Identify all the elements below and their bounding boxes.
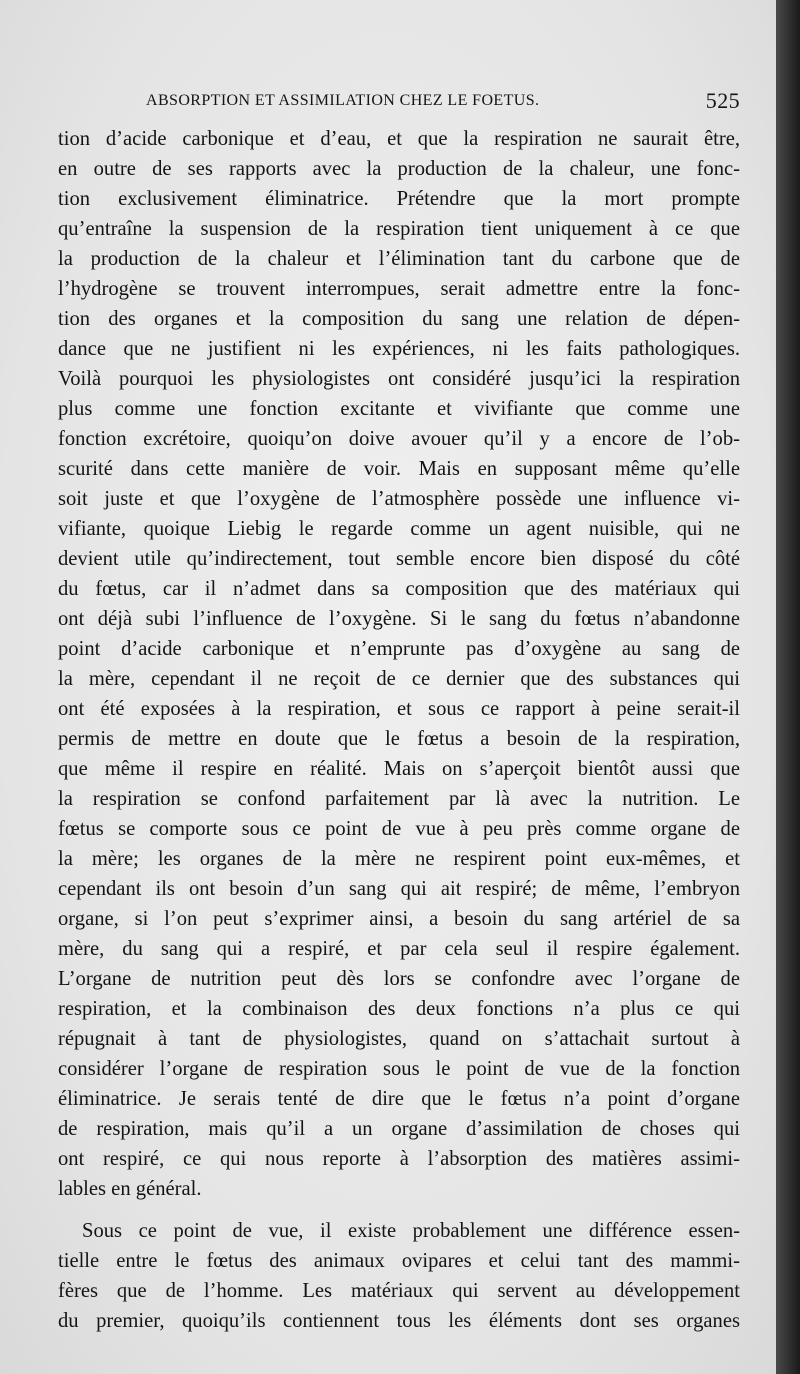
paragraph-1 xyxy=(58,124,740,1204)
text-line: la production de la chaleur et l’élimination tant du carbone que de xyxy=(58,248,740,270)
text-line: fœtus se comporte sous ce point de vue à peu près comme organe de xyxy=(58,818,740,840)
text-line: répugnait à tant de physiologistes, quand on s’attachait surtout à xyxy=(58,1028,740,1050)
text-line: lables en général. xyxy=(58,1178,202,1200)
text-line: en outre de ses rapports avec la production de la chaleur, une fonc- xyxy=(58,158,740,180)
text-line: L’organe de nutrition peut dès lors se confondre avec l’organe de xyxy=(58,968,740,990)
text-line: l’hydrogène se trouvent interrompues, serait admettre entre la fonc- xyxy=(58,278,740,300)
text-line: organe, si l’on peut s’exprimer ainsi, a besoin du sang artériel de sa xyxy=(58,908,740,930)
text-line: la mère, cependant il ne reçoit de ce dernier que des substances qui xyxy=(58,668,740,690)
text-line: qu’entraîne la suspension de la respiration tient uniquement à ce que xyxy=(58,218,740,240)
text-line: point d’acide carbonique et n’emprunte pas d’oxygène au sang de xyxy=(58,638,740,660)
text-line: de respiration, mais qu’il a un organe d’assimilation de choses qui xyxy=(58,1118,740,1140)
text-line: ont déjà subi l’influence de l’oxygène. Si le sang du fœtus n’abandonne xyxy=(58,608,740,630)
page-header xyxy=(146,88,740,114)
text-line: plus comme une fonction excitante et vivifiante que comme une xyxy=(58,398,740,420)
text-line: fères que de l’homme. Les matériaux qui servent au développement xyxy=(58,1280,740,1302)
text-line: considérer l’organe de respiration sous le point de vue de la fonction xyxy=(58,1058,740,1080)
text-line: que même il respire en réalité. Mais on s’aperçoit bientôt aussi que xyxy=(58,758,740,780)
body-text xyxy=(58,124,740,1336)
text-line: dance que ne justifient ni les expériences, ni les faits pathologiques. xyxy=(58,338,740,360)
text-line: la mère; les organes de la mère ne respirent point eux-mêmes, et xyxy=(58,848,740,870)
page-number: 525 xyxy=(705,88,740,113)
text-line: ont respiré, ce qui nous reporte à l’absorption des matières assimi- xyxy=(58,1148,740,1170)
text-line: fonction excrétoire, quoiqu’on doive avouer qu’il y a encore de l’ob- xyxy=(58,428,740,450)
scan-dark-edge xyxy=(776,0,800,1374)
text-line: devient utile qu’indirectement, tout semble encore bien disposé du côté xyxy=(58,548,740,570)
text-line: permis de mettre en doute que le fœtus a besoin de la respiration, xyxy=(58,728,740,750)
text-line: tion exclusivement éliminatrice. Prétendre que la mort prompte xyxy=(58,188,740,210)
text-line: ont été exposées à la respiration, et sous ce rapport à peine serait-il xyxy=(58,698,740,720)
running-title: ABSORPTION ET ASSIMILATION CHEZ LE FOETUS. xyxy=(146,92,540,109)
text-line: Voilà pourquoi les physiologistes ont considéré jusqu’ici la respiration xyxy=(58,368,740,390)
paragraph-2 xyxy=(58,1216,740,1336)
text-line: vifiante, quoique Liebig le regarde comme un agent nuisible, qui ne xyxy=(58,518,740,540)
text-line: tion d’acide carbonique et d’eau, et que la respiration ne saurait être, xyxy=(58,128,740,150)
text-line: Sous ce point de vue, il existe probablement une différence essen- xyxy=(82,1220,740,1242)
text-line: mère, du sang qui a respiré, et par cela seul il respire également. xyxy=(58,938,740,960)
text-line: du premier, quoiqu’ils contiennent tous les éléments dont ses organes xyxy=(58,1310,740,1332)
text-line: cependant ils ont besoin d’un sang qui ait respiré; de même, l’embryon xyxy=(58,878,740,900)
text-line: la respiration se confond parfaitement par là avec la nutrition. Le xyxy=(58,788,740,810)
text-line: soit juste et que l’oxygène de l’atmosphère possède une influence vi- xyxy=(58,488,740,510)
text-line: tion des organes et la composition du sang une relation de dépen- xyxy=(58,308,740,330)
text-line: respiration, et la combinaison des deux fonctions n’a plus ce qui xyxy=(58,998,740,1020)
text-line: scurité dans cette manière de voir. Mais en supposant même qu’elle xyxy=(58,458,740,480)
text-line: du fœtus, car il n’admet dans sa composition que des matériaux qui xyxy=(58,578,740,600)
text-line: éliminatrice. Je serais tenté de dire que le fœtus n’a point d’organe xyxy=(58,1088,740,1110)
text-line: tielle entre le fœtus des animaux ovipares et celui tant des mammi- xyxy=(58,1250,740,1272)
paragraph-gap xyxy=(58,1204,740,1216)
